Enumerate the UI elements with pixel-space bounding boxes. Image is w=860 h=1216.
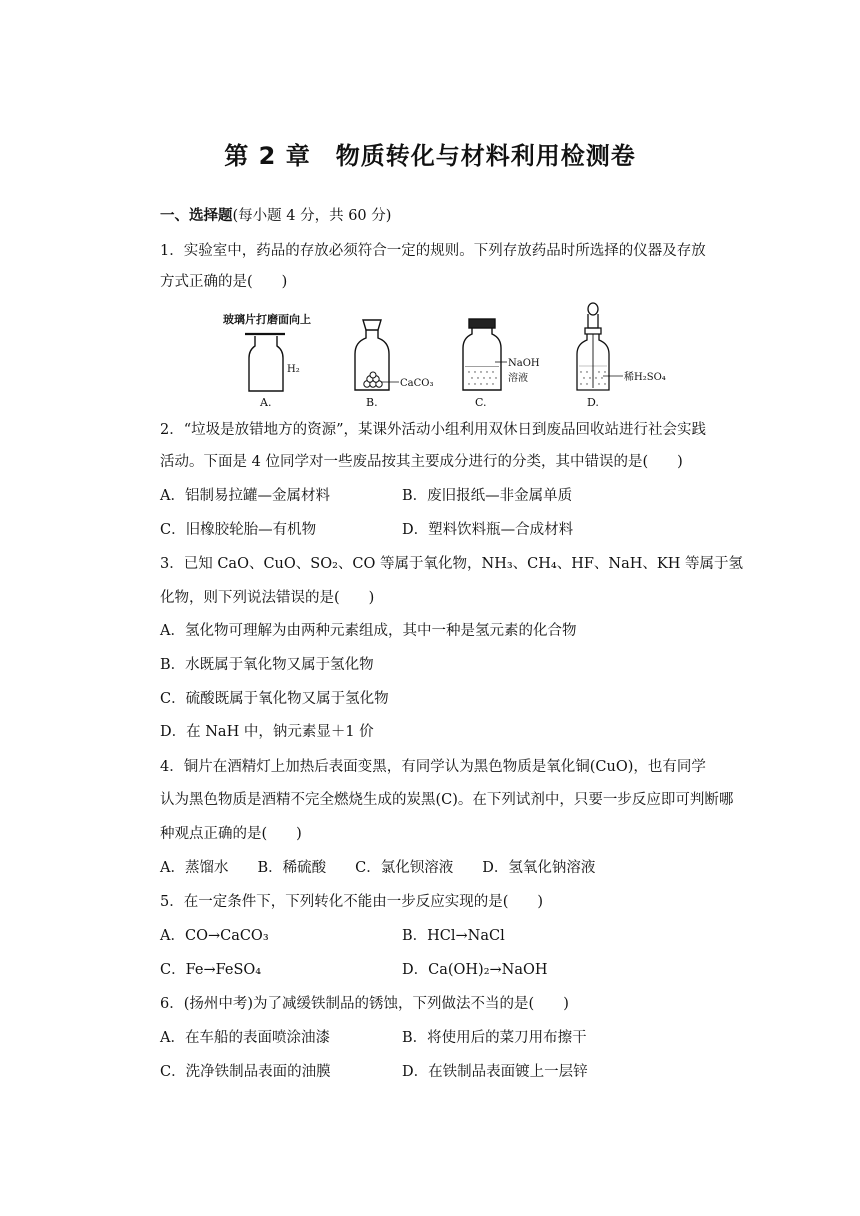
q3-option-a: A．氢化物可理解为由两种元素组成，其中一种是氢元素的化合物 [160,623,577,639]
bottle-d [577,303,609,390]
q4-line1: 4．铜片在酒精灯上加热后表面变黑，有同学认为黑色物质是氧化铜(CuO)，也有同学 [160,759,706,775]
bottle-c [463,319,501,390]
option-d-label: D. [587,396,599,409]
q6-line1: 6．(扬州中考)为了减缓铁制品的锈蚀，下列做法不当的是( ) [160,996,569,1012]
q3-option-d: D．在 NaH 中，钠元素显＋1 价 [160,724,374,740]
q6-option-d: D．在铁制品表面镀上一层锌 [402,1064,588,1080]
liquid-c [465,366,499,367]
q5-option-c: C．Fe→FeSO₄ [160,962,262,978]
q1-line1: 1．实验室中，药品的存放必须符合一定的规则。下列存放药品时所选择的仪器及存放 [160,243,706,259]
q2-line2: 活动。下面是 4 位同学对一些废品按其主要成分进行的分类，其中错误的是( ) [160,454,683,470]
section-heading [160,206,391,226]
q2-line1: 2．“垃圾是放错地方的资源”，某课外活动小组利用双休日到废品回收站进行社会实践 [160,422,707,438]
label-a-gas: H₂ [287,364,300,375]
figure-caption: 玻璃片打磨面向上 [223,313,311,326]
section-heading-text: 一、选择题 [160,207,233,224]
q2-option-c: C．旧橡胶轮胎—有机物 [160,522,317,538]
solid-caco3 [364,372,382,387]
label-c-liquid-2: 溶液 [508,373,528,384]
label-d-liquid: 稀H₂SO₄ [624,372,666,383]
q5-line1: 5．在一定条件下，下列转化不能由一步反应实现的是( ) [160,894,544,910]
option-c-label: C. [475,396,487,409]
q3-option-c: C．硫酸既属于氧化物又属于氢化物 [160,691,389,707]
label-c-liquid-1: NaOH [508,358,540,369]
q2-option-b: B．废旧报纸—非金属单质 [402,488,573,504]
q5-option-b: B．HCl→NaCl [402,928,505,944]
q6-option-a: A．在车船的表面喷涂油漆 [160,1030,330,1046]
q3-line2: 化物，则下列说法错误的是( ) [160,590,375,606]
q3-option-b: B．水既属于氧化物又属于氢化物 [160,657,374,673]
option-a-label: A. [260,396,272,409]
option-b-label: B. [366,396,378,409]
q1-apparatus-figure [215,300,685,412]
section-note: (每小题 4 分，共 60 分) [232,208,392,224]
q2-option-d: D．塑料饮料瓶—合成材料 [402,522,574,538]
q2-option-a: A．铝制易拉罐—金属材料 [160,488,330,504]
q3-line1: 3．已知 CaO、CuO、SO₂、CO 等属于氧化物，NH₃、CH₄、HF、NaH、KH 等属于氢 [160,556,743,572]
q5-option-d: D．Ca(OH)₂→NaOH [402,962,548,978]
label-b-solid: CaCO₃ [400,378,434,389]
q4-line3: 种观点正确的是( ) [160,826,302,842]
q4-options: A．蒸馏水 B．稀硫酸 C．氯化钡溶液 D．氢氧化钠溶液 [160,860,596,876]
page-title: 第 2 章 物质转化与材料利用检测卷 [224,142,636,170]
q6-option-c: C．洗净铁制品表面的油膜 [160,1064,331,1080]
bottle-a [245,334,285,391]
q4-line2: 认为黑色物质是酒精不完全燃烧生成的炭黑(C)。在下列试剂中，只要一步反应即可判断哪 [160,792,734,808]
q5-option-a: A．CO→CaCO₃ [160,928,269,944]
q6-option-b: B．将使用后的菜刀用布擦干 [402,1030,587,1046]
q1-line2: 方式正确的是( ) [160,274,288,290]
